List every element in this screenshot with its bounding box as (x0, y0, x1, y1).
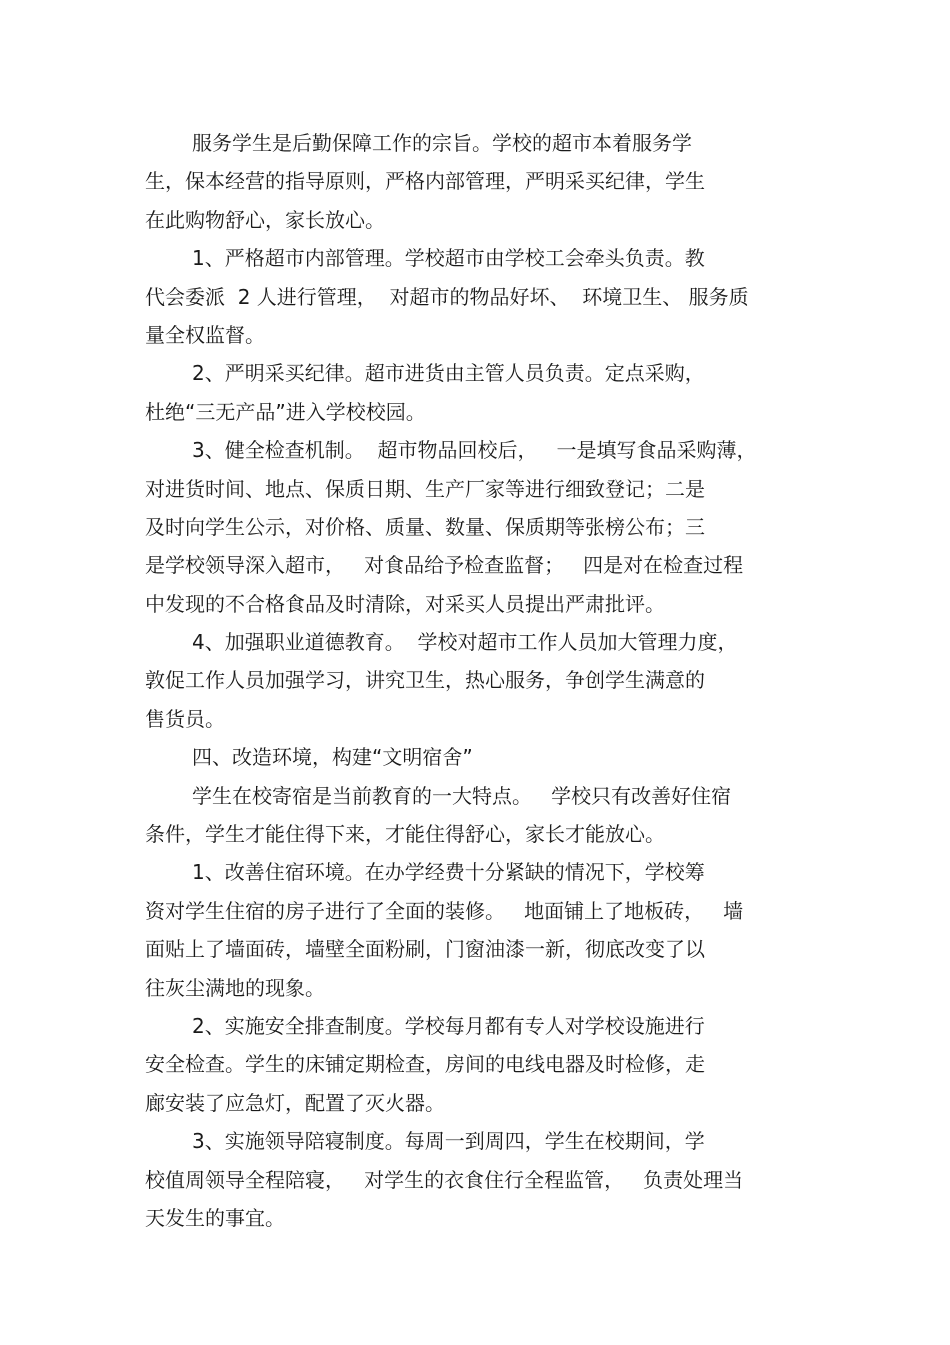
text-line: 代会委派 2 人进行管理， 对超市的物品好坏、 环境卫生、 服务质 (145, 284, 749, 309)
text-line: 廊安装了应急灯，配置了灭火器。 (145, 1090, 445, 1115)
text-line: 售货员。 (145, 706, 225, 731)
text-line: 是学校领导深入超市， 对食品给予检查监督； 四是对在检查过程 (145, 553, 744, 578)
text-line: 1、严格超市内部管理。学校超市由学校工会牵头负责。教 (192, 246, 705, 271)
text-line: 在此购物舒心，家长放心。 (145, 207, 385, 232)
text-line: 中发现的不合格食品及时清除，对采买人员提出严肃批评。 (145, 591, 665, 616)
text-line: 服务学生是后勤保障工作的宗旨。学校的超市本着服务学 (192, 131, 692, 155)
text-line: 及时向学生公示，对价格、质量、数量、保质期等张榜公布；三 (145, 514, 705, 539)
text-line: 2、严明采买纪律。超市进货由主管人员负责。定点采购， (192, 361, 705, 386)
text-line: 1、改善住宿环境。在办学经费十分紧缺的情况下，学校筹 (192, 860, 705, 885)
text-line: 生，保本经营的指导原则，严格内部管理，严明采买纪律，学生 (145, 169, 705, 194)
text-line: 四、改造环境，构建“文明宿舍” (192, 745, 473, 770)
text-line: 量全权监督。 (145, 322, 265, 347)
text-line: 对进货时间、地点、保质日期、生产厂家等进行细致登记；二是 (145, 476, 705, 501)
text-line: 校值周领导全程陪寝， 对学生的衣食住行全程监管， 负责处理当 (145, 1167, 744, 1192)
text-line: 天发生的事宜。 (145, 1205, 285, 1230)
text-line: 4、加强职业道德教育。 学校对超市工作人员加大管理力度， (192, 630, 738, 655)
text-line: 敦促工作人员加强学习，讲究卫生，热心服务，争创学生满意的 (145, 668, 705, 693)
text-line: 3、实施领导陪寝制度。每周一到周四，学生在校期间，学 (192, 1129, 705, 1154)
text-line: 面贴上了墙面砖，墙壁全面粉刷，门窗油漆一新，彻底改变了以 (145, 937, 705, 962)
text-line: 安全检查。学生的床铺定期检查，房间的电线电器及时检修，走 (145, 1052, 705, 1077)
text-line: 3、健全检查机制。 超市物品回校后， 一是填写食品采购薄， (192, 438, 757, 463)
text-line: 往灰尘满地的现象。 (145, 975, 325, 1000)
text-line: 杜绝“三无产品”进入学校校园。 (145, 399, 426, 424)
text-line: 资对学生住宿的房子进行了全面的装修。 地面铺上了地板砖， 墙 (145, 898, 744, 923)
text-line: 2、实施安全排查制度。学校每月都有专人对学校设施进行 (192, 1013, 705, 1038)
text-line: 学生在校寄宿是当前教育的一大特点。 学校只有改善好住宿 (192, 783, 732, 808)
text-line: 条件，学生才能住得下来，才能住得舒心，家长才能放心。 (145, 822, 665, 847)
document-body (145, 124, 810, 1237)
